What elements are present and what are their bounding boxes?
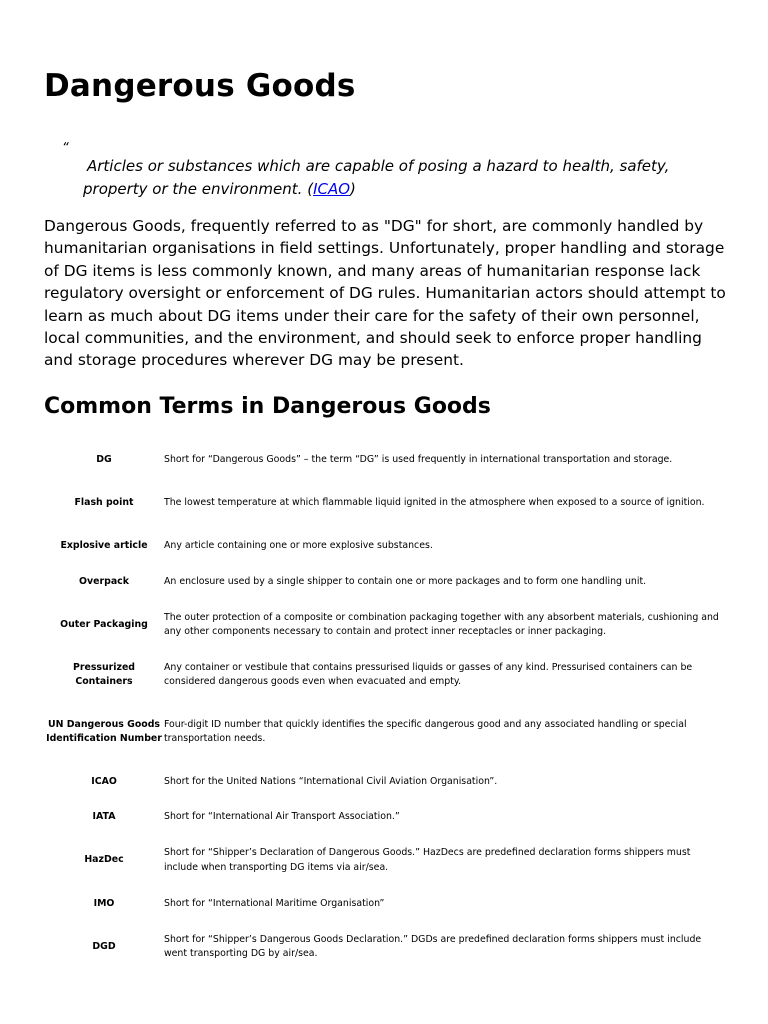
table-row	[46, 600, 726, 650]
definition-cell: Short for “International Air Transport Association.”	[164, 811, 400, 823]
icao-link[interactable]: ICAO	[313, 179, 351, 198]
term-cell: ICAO	[91, 775, 117, 787]
term-cell: UN Dangerous Goods Identification Number	[46, 718, 162, 744]
definition-cell: Four-digit ID number that quickly identifies the specific dangerous good and any associated handling or special transportation needs.	[164, 718, 687, 744]
term-cell: Flash point	[74, 497, 134, 509]
term-cell: HazDec	[84, 854, 124, 866]
table-row	[46, 800, 726, 835]
definition-cell: Short for the United Nations “International Civil Aviation Organisation”.	[164, 775, 498, 787]
definition-cell: Short for “International Maritime Organisation”	[164, 897, 385, 909]
table-row	[46, 764, 726, 800]
intro-paragraph: Dangerous Goods, frequently referred to as "DG" for short, are commonly handled by humanitarian organisations in field settings. Unfortunately, proper handling and storage of DG items is less commonly known, and many areas of humanitarian response lack regulatory oversight or enforcement of DG rules. Humanitarian actors should attempt to learn as much about DG items under their care for the safety of their own personnel, local communities, and the environment, and should seek to enforce proper handling and storage procedures wherever DG may be present.	[44, 217, 726, 370]
term-cell: DGD	[92, 940, 116, 952]
table-row	[46, 442, 726, 479]
definition-cell: The outer protection of a composite or combination packaging together with any absorbent materials, cushioning and any other components necessary to contain and protect inner receptacles or inner packaging.	[164, 611, 719, 637]
blockquote	[83, 155, 683, 200]
definition-cell: Any article containing one or more explosive substances.	[164, 539, 433, 551]
definition-cell: The lowest temperature at which flammable liquid ignited in the atmosphere when exposed to a source of ignition.	[164, 497, 705, 509]
term-cell: DG	[96, 454, 112, 466]
table-row	[46, 479, 726, 528]
definition-cell: Any container or vestibule that contains pressurised liquids or gasses of any kind. Pressurised containers can be considered dangerous goods even when evacuated and empty.	[164, 661, 693, 687]
definition-cell: Short for “Dangerous Goods” – the term “DG” is used frequently in international transportation and storage.	[164, 454, 673, 466]
table-row	[46, 886, 726, 922]
term-cell: IMO	[93, 897, 115, 909]
table-row	[46, 922, 726, 972]
term-cell: Pressurized Containers	[72, 661, 136, 687]
table-row	[46, 650, 726, 700]
terms-table	[46, 442, 726, 972]
table-row	[46, 564, 726, 600]
term-cell: Overpack	[79, 575, 129, 587]
section-heading: Common Terms in Dangerous Goods	[44, 394, 491, 419]
table-row	[46, 700, 726, 764]
page-title: Dangerous Goods	[44, 68, 356, 104]
table-row	[46, 528, 726, 564]
term-cell: Outer Packaging	[60, 618, 148, 630]
quote-close: )	[350, 179, 356, 198]
definition-cell: Short for “Shipper’s Dangerous Goods Declaration.” DGDs are predefined declaration forms shippers must include went transporting DG by air/sea.	[164, 933, 702, 959]
definition-cell: An enclosure used by a single shipper to contain one or more packages and to form one handling unit.	[164, 575, 647, 587]
quote-mark: “	[62, 141, 69, 156]
definition-cell: Short for “Shipper’s Declaration of Dangerous Goods.” HazDecs are predefined declaration forms shippers must include when transporting DG items via air/sea.	[164, 847, 691, 873]
table-row	[46, 835, 726, 886]
term-cell: Explosive article	[60, 539, 148, 551]
term-cell: IATA	[92, 811, 116, 823]
quote-text: Articles or substances which are capable of posing a hazard to health, safety, property or the environment. (	[83, 157, 670, 198]
